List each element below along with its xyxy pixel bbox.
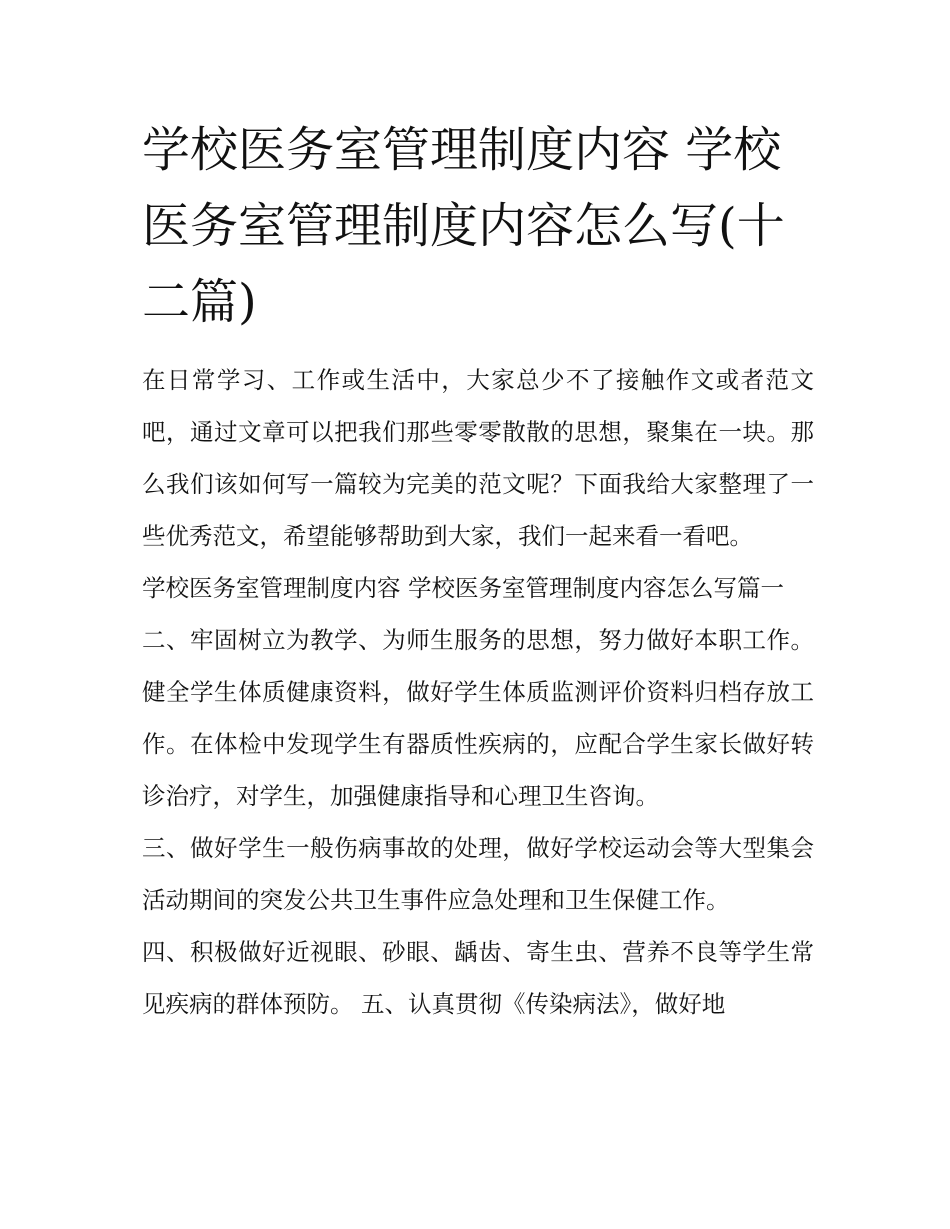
body-paragraph-1: 二、牢固树立为教学、为师生服务的思想，努力做好本职工作。健全学生体质健康资料，做好学生体质监测评价资料归档存放工作。在体检中发现学生有器质性疾病的，应配合学生家长做好转诊治疗，对学生，加强健康指导和心理卫生咨询。 bbox=[142, 626, 814, 810]
body-paragraph-3: 四、积极做好近视眼、砂眼、龋齿、寄生虫、营养不良等学生常见疾病的群体预防。 五、认真贯彻《传染病法》，做好地 bbox=[142, 938, 814, 1018]
section-heading: 学校医务室管理制度内容 学校医务室管理制度内容怎么写篇一 bbox=[142, 574, 784, 602]
document-page bbox=[142, 112, 814, 1030]
intro-paragraph: 在日常学习、工作或生活中，大家总少不了接触作文或者范文吧，通过文章可以把我们那些零零散散的思想，聚集在一块。那么我们该如何写一篇较为完美的范文呢？下面我给大家整理了一些优秀范文，希望能够帮助到大家，我们一起来看一看吧。 bbox=[142, 366, 814, 550]
document-title: 学校医务室管理制度内容 学校医务室管理制度内容怎么写(十二篇) bbox=[142, 122, 785, 330]
body-paragraph-2: 三、做好学生一般伤病事故的处理，做好学校运动会等大型集会活动期间的突发公共卫生事件应急处理和卫生保健工作。 bbox=[142, 834, 814, 914]
